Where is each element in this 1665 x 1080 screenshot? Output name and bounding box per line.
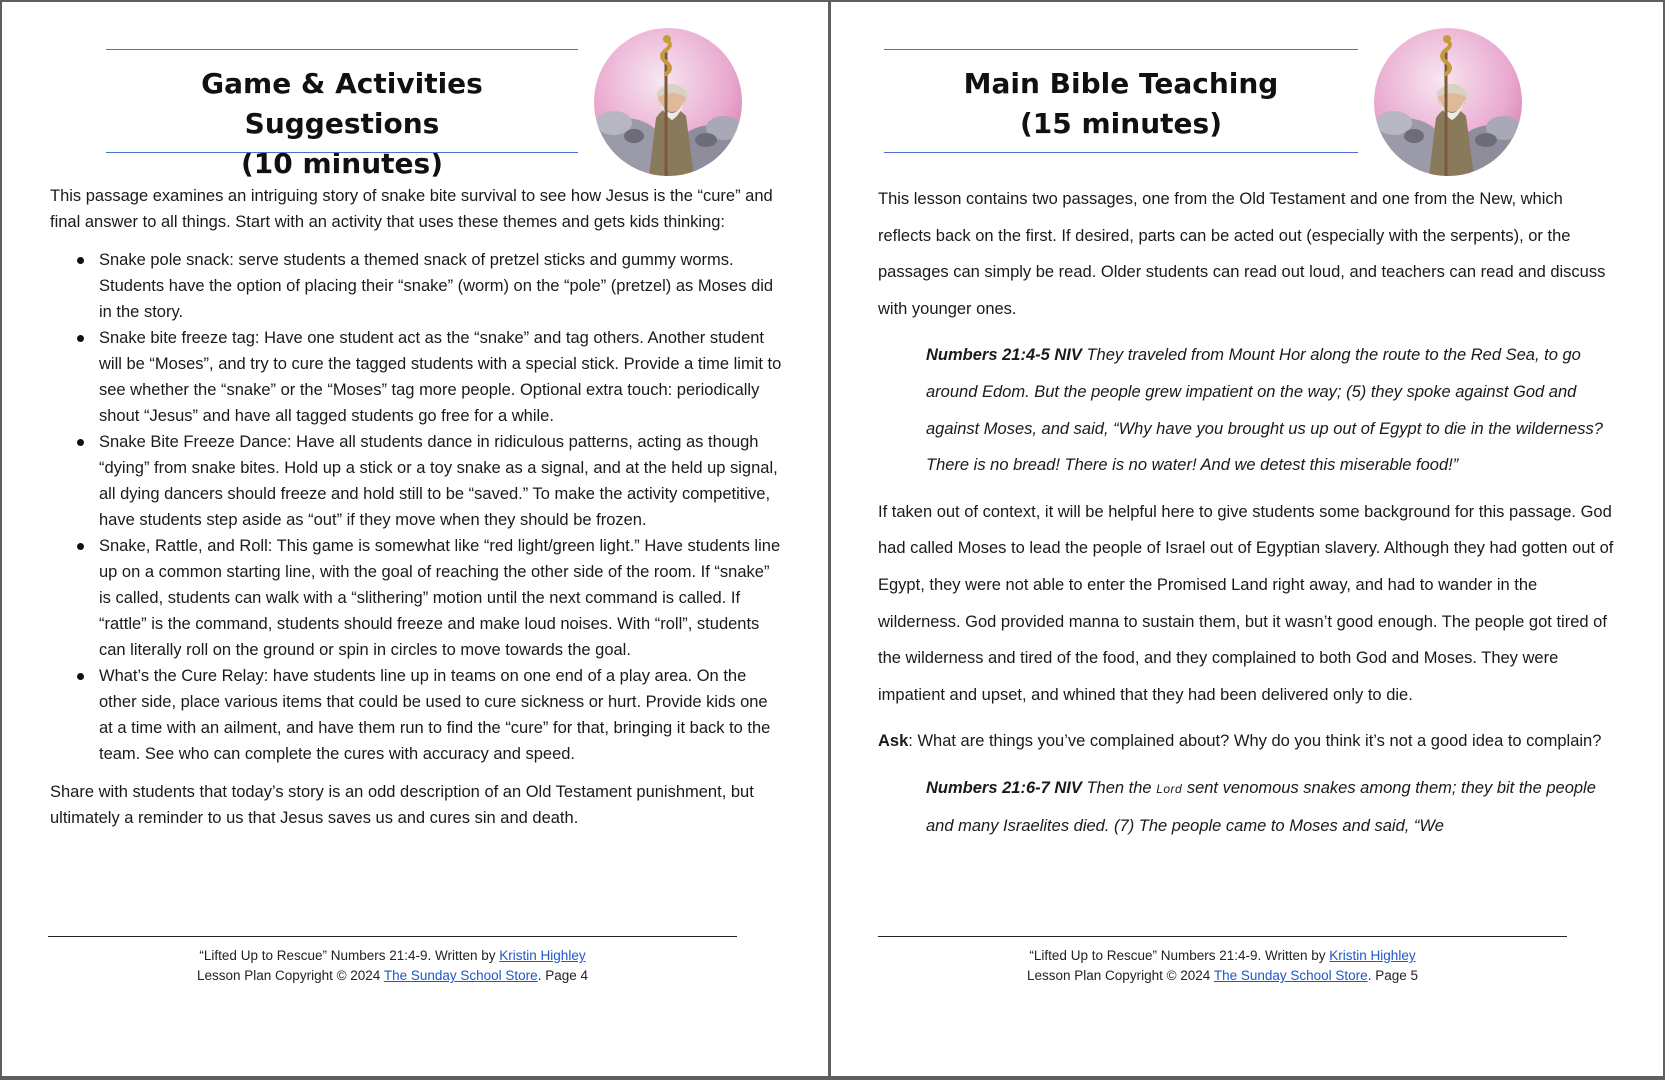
title-rule-bottom (884, 152, 1358, 153)
footer-line-1 (878, 946, 1567, 966)
page-5-body (878, 181, 1614, 854)
moses-illustration-badge (1374, 28, 1522, 176)
scripture-passage (926, 337, 1614, 483)
scripture-reference: Numbers 21:4-5 NIV (926, 346, 1082, 365)
title-line-1: Main Bible Teaching (963, 67, 1279, 100)
footer-copyright-text: Lesson Plan Copyright © 2024 (1027, 968, 1214, 983)
title-rule-bottom (106, 152, 578, 153)
moses-with-bronze-snake-image (594, 28, 742, 176)
title-rule-top (106, 49, 578, 50)
closing-paragraph: Share with students that today’s story is an odd description of an Old Testament punishment, but ultimately a reminder to us that Jesus saves us and cures sin and death. (50, 783, 754, 827)
intro-paragraph: This lesson contains two passages, one from the Old Testament and one from the New, which reflects back on the first. If desired, parts can be acted out (especially with the serpents), or the passages can simply be read. Older students can read out loud, and teachers can read and discuss with younger ones. (878, 190, 1606, 318)
moses-illustration-badge (594, 28, 742, 176)
title-rule-top (884, 49, 1358, 50)
activity-list (50, 247, 785, 767)
page-4-body (50, 183, 785, 831)
footer-line-2 (48, 966, 737, 986)
page-4 (2, 2, 828, 1076)
ask-paragraph (878, 723, 1614, 760)
page-number: . Page 5 (1367, 968, 1418, 983)
activity-item: Snake, Rattle, and Roll: This game is somewhat like “red light/green light.” Have students line up on a common starting line, with the goal of reaching the other side of the room. If “snake” is called, students can walk with a “slithering” motion until the next command is called. If “rattle” is the command, students should freeze and make loud noises. With “roll”, students can literally roll on the ground or spin in circles to move towards the goal. (99, 533, 785, 663)
activity-item: Snake bite freeze tag: Have one student act as the “snake” and tag others. Another student will be “Moses”, and try to cure the tagged students with a special stick. Provide a time limit to see whether the “snake” or the “Moses” tag more people. Optional extra touch: periodically shout “Jesus” and have all tagged students go free for a while. (99, 325, 785, 429)
scripture-text: Then the (1081, 778, 1157, 797)
footer-credit-text: “Lifted Up to Rescue” Numbers 21:4-9. Written by (199, 948, 500, 963)
activity-item: What’s the Cure Relay: have students line up in teams on one end of a play area. On the other side, place various items that could be used to cure sickness or hurt. Provide kids one at a time with an ailment, and have them run to find the “cure” for that, bringing it back to the team. See who can complete the cures with accuracy and speed. (99, 663, 785, 767)
lord-small-caps: Lord (1156, 781, 1183, 796)
ask-question: : What are things you’ve complained about? Why do you think it’s not a good idea to complain? (908, 732, 1602, 751)
scripture-text: They traveled from Mount Hor along the route to the Red Sea, to go around Edom. But the people grew impatient on the way; (5) they spoke against God and against Moses, and said, “Why have you brought us up out of Egypt to die in the wilderness? There is no bread! There is no water! And we detest this miserable food!” (926, 346, 1603, 475)
footer-rule (48, 936, 737, 937)
title-line-2: (10 minutes) (241, 147, 443, 180)
activity-item: Snake Bite Freeze Dance: Have all students dance in ridiculous patterns, acting as though “dying” from snake bites. Hold up a stick or a toy snake as a signal, and at the held up signal, all dying dancers should freeze and hold still to be “saved.” To make the activity competitive, have students step aside as “out” if they move when they should be frozen. (99, 429, 785, 533)
page-footer (48, 946, 737, 986)
store-link[interactable]: The Sunday School Store (383, 968, 538, 983)
store-link[interactable]: The Sunday School Store (1213, 968, 1368, 983)
scripture-reference: Numbers 21:6-7 NIV (926, 778, 1082, 797)
intro-paragraph: This passage examines an intriguing story of snake bite survival to see how Jesus is the “cure” and final answer to all things. Start with an activity that uses these themes and gets kids thinking: (50, 187, 773, 231)
footer-credit-text: “Lifted Up to Rescue” Numbers 21:4-9. Written by (1029, 948, 1330, 963)
title-line-2: (15 minutes) (1020, 107, 1222, 140)
page-5 (831, 2, 1663, 1076)
footer-line-2 (878, 966, 1567, 986)
activity-item: Snake pole snack: serve students a themed snack of pretzel sticks and gummy worms. Students have the option of placing their “snake” (worm) on the “pole” (pretzel) as Moses did in the story. (99, 247, 785, 325)
scripture-text: sent venomous snakes among them; they bit the people and many Israelites died. (7) The people came to Moses and said, “We (926, 778, 1596, 835)
page-title (884, 64, 1358, 144)
footer-rule (878, 936, 1567, 937)
background-paragraph: If taken out of context, it will be helpful here to give students some background for this passage. God had called Moses to lead the people of Israel out of Egyptian slavery. Although they had gotten out of Egypt, they were not able to enter the Promised Land right away, and had to wander in the wilderness. God provided manna to sustain them, but it wasn’t good enough. The people got tired of the wilderness and tired of the food, and they complained to both God and Moses. They were impatient and upset, and whined that they had been delivered only to die. (878, 502, 1614, 704)
title-line-1: Game & Activities Suggestions (201, 67, 483, 140)
ask-label: Ask (878, 732, 909, 751)
page-title (106, 64, 578, 184)
author-link[interactable]: Kristin Highley (1329, 948, 1416, 963)
footer-line-1 (48, 946, 737, 966)
author-link[interactable]: Kristin Highley (499, 948, 586, 963)
page-footer (878, 946, 1567, 986)
moses-with-bronze-snake-image (1374, 28, 1522, 176)
scripture-passage (926, 770, 1614, 844)
page-number: . Page 4 (537, 968, 588, 983)
footer-copyright-text: Lesson Plan Copyright © 2024 (197, 968, 384, 983)
